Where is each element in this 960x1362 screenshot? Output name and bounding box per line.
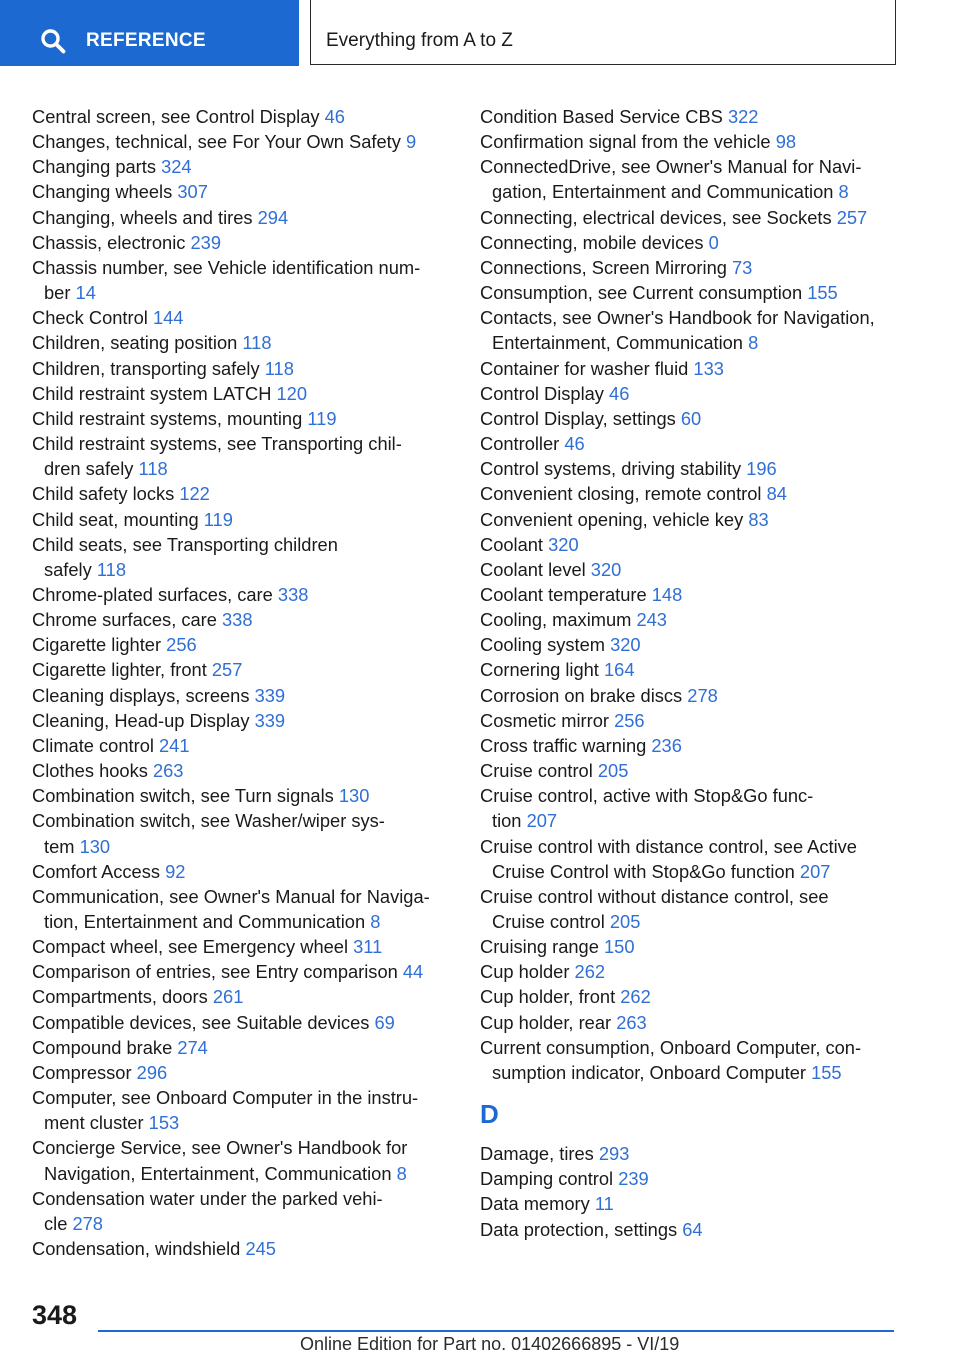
index-entry — [32, 1035, 450, 1060]
index-entry — [32, 733, 450, 758]
index-entry — [480, 532, 910, 557]
index-entry — [480, 708, 910, 733]
index-entry — [480, 758, 910, 783]
index-entry-text: Changes, technical, see For Your Own Safety — [32, 131, 401, 153]
index-page-link[interactable]: 64 — [682, 1218, 703, 1240]
index-page-link[interactable]: 122 — [179, 483, 210, 505]
index-entry — [32, 1010, 450, 1035]
index-page-link[interactable]: 11 — [594, 1193, 614, 1215]
index-entry — [32, 179, 450, 204]
index-entry-text: Cup holder — [480, 961, 570, 983]
index-entry-text: Cup holder, front — [480, 986, 616, 1008]
index-page-link[interactable]: 338 — [222, 609, 253, 631]
index-entry — [480, 1141, 910, 1166]
index-entry — [480, 481, 910, 506]
index-page-link[interactable]: 257 — [211, 659, 243, 681]
index-entry — [480, 280, 910, 305]
index-entry-text: Control Display — [480, 382, 604, 404]
index-page-link[interactable]: 9 — [405, 131, 417, 153]
index-entry — [32, 859, 450, 884]
index-entry-text: Children, seating position — [32, 332, 238, 354]
index-entry — [32, 507, 450, 532]
index-entry — [32, 1236, 450, 1261]
index-entry — [32, 657, 450, 682]
index-entry — [32, 431, 450, 481]
index-entry — [480, 255, 910, 280]
index-entry — [32, 683, 450, 708]
index-entry — [32, 330, 450, 355]
index-page-link[interactable]: 118 — [242, 332, 272, 354]
index-entry — [480, 406, 910, 431]
index-entry-text: Cooling system — [480, 634, 605, 656]
index-entry-text: Chassis, electronic — [32, 231, 186, 253]
index-entry — [480, 683, 910, 708]
index-entry — [480, 1217, 910, 1242]
section-title: Everything from A to Z — [326, 30, 513, 51]
footer-divider — [98, 1330, 894, 1332]
search-icon — [40, 28, 66, 54]
index-entry-text: Climate control — [32, 734, 154, 756]
index-entry-text: Coolant — [480, 533, 544, 555]
index-entry — [480, 305, 910, 355]
index-entry-text: Convenient opening, vehicle key — [480, 508, 744, 530]
index-page-link[interactable]: 239 — [618, 1168, 649, 1190]
index-page-link[interactable]: 320 — [590, 558, 622, 580]
index-entry-text: Damage, tires — [480, 1143, 594, 1165]
index-page-link[interactable]: 263 — [152, 760, 184, 782]
index-entry-text: Cleaning, Head-up Display — [32, 709, 250, 731]
index-entry-text: Children, transporting safely — [32, 357, 260, 379]
index-page-link[interactable]: 133 — [693, 357, 724, 379]
index-page-link[interactable]: 153 — [148, 1112, 180, 1134]
index-entry-text: Child restraint system LATCH — [32, 382, 272, 404]
index-entry-text: Cornering light — [480, 659, 599, 681]
index-page-link[interactable]: 130 — [338, 785, 370, 807]
index-page-link[interactable]: 320 — [548, 533, 579, 555]
index-page-link[interactable]: 294 — [257, 206, 289, 228]
index-entry — [480, 607, 910, 632]
index-entry-text: Child seats, see Transporting children safely — [32, 533, 338, 580]
footer-edition: Online Edition for Part no. 01402666895 - VI/19 — [300, 1334, 680, 1354]
index-page-link[interactable]: 83 — [748, 508, 769, 530]
index-entry-text: Cigarette lighter — [32, 634, 162, 656]
index-page-link[interactable]: 92 — [165, 860, 186, 882]
index-page-link[interactable]: 239 — [190, 231, 222, 253]
index-entry-text: Current consumption, Onboard Computer, con- sumption indicator, Onboard Computer — [480, 1036, 862, 1083]
index-entry — [480, 129, 910, 154]
index-entry-text: Connecting, electrical devices, see Sockets — [480, 206, 832, 228]
index-entry-text: Comfort Access — [32, 860, 161, 882]
index-entry — [32, 1186, 450, 1236]
index-list-d — [480, 1141, 910, 1242]
index-page-link[interactable]: 338 — [277, 583, 309, 605]
index-page-link[interactable]: 261 — [212, 986, 244, 1008]
index-entry — [480, 1191, 910, 1216]
index-page-link[interactable]: 236 — [651, 734, 682, 756]
index-page-link[interactable]: 307 — [177, 181, 208, 203]
index-page-link[interactable]: 256 — [166, 634, 197, 656]
index-entry-text: Data protection, settings — [480, 1218, 678, 1240]
index-page-link[interactable]: 144 — [152, 307, 184, 329]
index-column-left — [32, 104, 450, 1261]
reference-tab-label: REFERENCE — [86, 30, 206, 51]
index-page-link[interactable]: 205 — [609, 911, 641, 932]
index-entry — [480, 582, 910, 607]
index-page-link[interactable]: 8 — [748, 332, 759, 354]
index-entry — [480, 959, 910, 984]
index-entry — [32, 255, 450, 305]
index-entry — [32, 884, 450, 934]
index-entry-text: Child seat, mounting — [32, 508, 199, 530]
index-entry — [480, 456, 910, 481]
index-entry — [32, 607, 450, 632]
index-entry-text: Cleaning displays, screens — [32, 684, 250, 706]
index-page-link[interactable]: 120 — [276, 382, 308, 404]
index-entry — [480, 381, 910, 406]
index-entry — [32, 230, 450, 255]
index-entry — [480, 1035, 910, 1085]
index-entry — [480, 205, 910, 230]
index-entry — [480, 1166, 910, 1191]
index-entry — [32, 984, 450, 1009]
index-page-link[interactable]: 8 — [370, 911, 381, 932]
index-page-link[interactable]: 73 — [732, 256, 753, 278]
index-page-link[interactable]: 278 — [72, 1212, 103, 1234]
index-entry — [32, 356, 450, 381]
index-entry — [480, 632, 910, 657]
index-entry-text: Damping control — [480, 1168, 614, 1190]
index-entry-text: Connecting, mobile devices — [480, 231, 709, 253]
index-entry-text: Convenient closing, remote control — [480, 483, 762, 505]
index-entry-text: Coolant level — [480, 558, 586, 580]
index-entry — [480, 657, 910, 682]
index-entry-text: Condensation water under the parked vehi- cle — [32, 1187, 383, 1234]
index-entry-text: Cruising range — [480, 936, 599, 958]
index-page-link[interactable]: 46 — [324, 106, 345, 127]
index-page-link[interactable]: 119 — [203, 508, 233, 530]
index-page-link[interactable]: 207 — [526, 810, 558, 832]
index-entry-text: Chassis number, see Vehicle identification num- ber — [32, 256, 421, 304]
index-entry — [480, 884, 910, 934]
index-column-right — [480, 104, 910, 1242]
index-entry-text: Compatible devices, see Suitable devices — [32, 1011, 370, 1033]
index-page-link[interactable]: 274 — [177, 1036, 208, 1058]
index-entry-text: Corrosion on brake discs — [480, 684, 683, 706]
index-entry-text: Consumption, see Current consumption — [480, 282, 803, 304]
index-page-link[interactable]: 257 — [836, 206, 868, 228]
index-entry — [480, 507, 910, 532]
index-page-link[interactable]: 339 — [254, 684, 286, 706]
index-entry-text: Condition Based Service CBS — [480, 106, 723, 127]
index-entry — [32, 205, 450, 230]
index-page-link[interactable]: 164 — [603, 659, 635, 681]
index-page-link[interactable]: 293 — [598, 1143, 630, 1165]
index-entry — [32, 305, 450, 330]
index-entry — [480, 984, 910, 1009]
index-entry — [32, 154, 450, 179]
index-entry — [480, 934, 910, 959]
index-entry-text: Compound brake — [32, 1036, 173, 1058]
index-page-link[interactable]: 150 — [603, 936, 635, 958]
index-entry-text: Cruise control with distance control, see Active Cruise Control with Stop&Go function — [480, 835, 857, 882]
index-entry-text: Control systems, driving stability — [480, 458, 742, 480]
index-entry-text: Compact wheel, see Emergency wheel — [32, 936, 349, 958]
index-entry-text: Cross traffic warning — [480, 734, 647, 756]
index-entry — [32, 708, 450, 733]
index-entry — [480, 834, 910, 884]
index-page-link[interactable]: 155 — [807, 282, 838, 304]
index-entry-text: Combination switch, see Washer/wiper sys- tem — [32, 810, 385, 857]
index-page-link[interactable]: 278 — [687, 684, 718, 706]
index-entry-text: Child safety locks — [32, 483, 175, 505]
index-entry-text: Cruise control, active with Stop&Go func- tion — [480, 785, 814, 832]
index-page-link[interactable]: 205 — [597, 760, 629, 782]
index-page-link[interactable]: 8 — [396, 1162, 407, 1184]
index-page-link[interactable]: 262 — [620, 986, 651, 1008]
page-number: 348 — [32, 1300, 78, 1330]
index-entry-text: Contacts, see Owner's Handbook for Navigation, Entertainment, Communication — [480, 307, 875, 354]
index-entry-text: Cigarette lighter, front — [32, 659, 207, 681]
index-page-link[interactable]: 311 — [353, 936, 383, 958]
index-page-link[interactable]: 119 — [307, 407, 337, 429]
index-page-link[interactable]: 324 — [161, 156, 192, 178]
index-entry — [32, 934, 450, 959]
index-entry-text: Data memory — [480, 1193, 590, 1215]
index-entry-text: Cosmetic mirror — [480, 709, 609, 731]
index-entry-text: Child restraint systems, mounting — [32, 407, 303, 429]
index-entry-text: Chrome surfaces, care — [32, 609, 217, 631]
index-page-link[interactable]: 243 — [636, 609, 667, 631]
index-page-link[interactable]: 118 — [264, 357, 294, 379]
section-header — [310, 0, 896, 65]
index-entry-text: Coolant temperature — [480, 583, 647, 605]
index-entry-text: Child restraint systems, see Transporting chil- dren safely — [32, 433, 402, 480]
index-entry-text: Controller — [480, 433, 560, 455]
index-entry — [32, 582, 450, 607]
index-page-link[interactable]: 118 — [138, 458, 168, 480]
index-page-link[interactable]: 118 — [96, 558, 127, 580]
index-entry-text: Compressor — [32, 1061, 132, 1083]
index-entry — [32, 129, 450, 154]
index-entry — [32, 381, 450, 406]
index-page-link[interactable]: 98 — [775, 131, 797, 153]
index-page-link[interactable]: 84 — [766, 483, 787, 505]
index-entry-text: ConnectedDrive, see Owner's Manual for Navi- gation, Entertainment and Communication — [480, 156, 862, 203]
index-page-link[interactable]: 130 — [79, 835, 111, 857]
index-page-link[interactable]: 8 — [838, 181, 849, 203]
index-entry-text: Changing parts — [32, 156, 156, 178]
index-page-link[interactable]: 196 — [746, 458, 777, 480]
index-entry-text: Concierge Service, see Owner's Handbook for Navigation, Entertainment, Communication — [32, 1137, 408, 1184]
index-entry — [32, 1135, 450, 1185]
index-page-link[interactable]: 263 — [616, 1011, 647, 1033]
index-entry-text: Changing wheels — [32, 181, 173, 203]
index-entry — [480, 154, 910, 204]
index-page-link[interactable]: 207 — [799, 860, 831, 882]
index-entry — [480, 733, 910, 758]
index-entry — [32, 481, 450, 506]
index-entry-text: Confirmation signal from the vehicle — [480, 131, 771, 153]
index-entry — [480, 356, 910, 381]
index-entry-text: Central screen, see Control Display — [32, 106, 320, 127]
index-page-link[interactable]: 46 — [609, 382, 630, 404]
index-entry — [32, 532, 450, 582]
index-page-link[interactable]: 256 — [614, 709, 645, 731]
index-page-link[interactable]: 44 — [402, 961, 424, 983]
index-entry — [480, 230, 910, 255]
index-entry — [32, 959, 450, 984]
index-entry-text: Cup holder, rear — [480, 1011, 612, 1033]
index-page-link[interactable]: 322 — [727, 106, 759, 127]
index-entry-text: Condensation, windshield — [32, 1238, 241, 1260]
index-entry-text: Combination switch, see Turn signals — [32, 785, 334, 807]
index-entry-text: Compartments, doors — [32, 986, 208, 1008]
index-entry — [32, 1085, 450, 1135]
index-entry-text: Cruise control without distance control, see Cruise control — [480, 885, 829, 932]
index-entry-text: Comparison of entries, see Entry comparison — [32, 961, 398, 983]
index-entry — [32, 104, 450, 129]
index-entry — [480, 1010, 910, 1035]
index-page-link[interactable]: 0 — [708, 231, 719, 253]
reference-tab[interactable] — [0, 0, 299, 66]
index-entry — [32, 406, 450, 431]
index-page-link[interactable]: 155 — [811, 1061, 842, 1083]
index-entry-text: Computer, see Onboard Computer in the instru- ment cluster — [32, 1087, 419, 1134]
index-entry — [480, 104, 910, 129]
index-entry — [480, 431, 910, 456]
index-entry-text: Cooling, maximum — [480, 609, 632, 631]
index-entry-text: Control Display, settings — [480, 407, 676, 429]
index-page-link[interactable]: 245 — [245, 1238, 276, 1260]
index-page-link[interactable]: 241 — [159, 734, 190, 756]
index-entry-text: Communication, see Owner's Manual for Naviga- tion, Entertainment and Communication — [32, 885, 430, 932]
index-page-link[interactable]: 46 — [564, 433, 585, 455]
index-page-link[interactable]: 339 — [254, 709, 286, 731]
section-letter-d: D — [480, 1099, 499, 1130]
index-entry — [32, 808, 450, 858]
index-entry — [32, 1060, 450, 1085]
index-page-link[interactable]: 320 — [610, 634, 641, 656]
index-entry — [32, 783, 450, 808]
index-page-link[interactable]: 148 — [651, 583, 683, 605]
index-entry — [32, 758, 450, 783]
index-entry-text: Container for washer fluid — [480, 357, 689, 379]
index-page-link[interactable]: 296 — [136, 1061, 168, 1083]
index-page-link[interactable]: 262 — [574, 961, 606, 983]
index-page-link[interactable]: 60 — [680, 407, 702, 429]
index-entry — [32, 632, 450, 657]
index-entry — [480, 783, 910, 833]
index-entry-text: Clothes hooks — [32, 760, 148, 782]
index-entry-text: Changing, wheels and tires — [32, 206, 253, 228]
index-page-link[interactable]: 69 — [374, 1011, 395, 1033]
index-entry — [480, 557, 910, 582]
index-entry-text: Check Control — [32, 307, 148, 329]
index-entry-text: Connections, Screen Mirroring — [480, 256, 727, 278]
index-list-right — [480, 104, 910, 1085]
index-page-link[interactable]: 14 — [75, 282, 96, 304]
index-entry-text: Cruise control — [480, 760, 593, 782]
index-entry-text: Chrome-plated surfaces, care — [32, 583, 273, 605]
